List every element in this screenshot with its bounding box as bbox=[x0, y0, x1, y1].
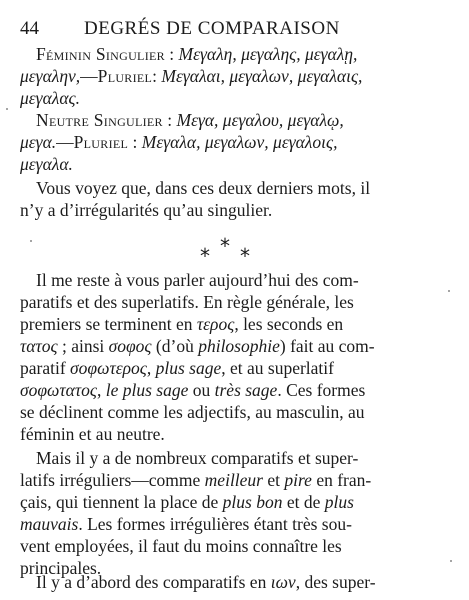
paragraph-line: principales. bbox=[20, 558, 102, 578]
scan-speck bbox=[6, 108, 8, 110]
feminine-plural-end-line bbox=[20, 88, 80, 108]
text-run: . Les formes irrégulières étant très sou- bbox=[78, 514, 352, 534]
feminine-plural-label: Pluriel bbox=[97, 66, 153, 86]
text-run: , des super- bbox=[295, 572, 376, 592]
paragraph-line bbox=[20, 314, 343, 334]
asterisk: * bbox=[200, 244, 210, 268]
text-run: ) fait au com- bbox=[279, 336, 375, 356]
paragraph-line bbox=[36, 572, 376, 592]
paragraph-irregular-forms bbox=[20, 448, 432, 580]
greek-suffix: τερος bbox=[196, 314, 235, 334]
paragraph-line bbox=[20, 336, 375, 356]
text-run: , les seconds en bbox=[234, 314, 344, 334]
dash: — bbox=[56, 132, 74, 152]
feminine-plural-forms-2: μεγαλας. bbox=[20, 88, 81, 108]
paragraph-line bbox=[20, 514, 352, 534]
text-run: ou bbox=[188, 380, 215, 400]
italic-phrase: le plus sage bbox=[105, 380, 189, 400]
paragraph-irregularities bbox=[20, 178, 432, 224]
italic-word: pire bbox=[284, 470, 312, 490]
text-run: premiers se terminent en bbox=[20, 314, 197, 334]
neuter-singular-label: Neutre Singulier bbox=[36, 110, 163, 130]
asterism-divider bbox=[200, 234, 260, 268]
text-run: , et au superlatif bbox=[221, 358, 334, 378]
paragraph-line bbox=[20, 380, 365, 400]
text-run: , bbox=[96, 380, 106, 400]
running-title: DEGRÉS DE COMPARAISON bbox=[84, 18, 340, 39]
italic-word: meilleur bbox=[204, 470, 263, 490]
neuter-plural-forms-1: Μεγαλα, μεγαλων, μεγαλοις, bbox=[141, 132, 338, 152]
text-run: çais, qui tiennent la place de bbox=[20, 492, 223, 512]
scan-speck bbox=[30, 240, 32, 242]
italic-word: philosophie bbox=[198, 336, 280, 356]
scan-speck bbox=[448, 290, 450, 292]
colon: : bbox=[152, 66, 162, 86]
feminine-singular-forms-1: Μεγαλη, μεγαλης, μεγαλῃ, bbox=[178, 44, 358, 64]
paragraph-line: Vous voyez que, dans ces deux derniers mots, il bbox=[36, 178, 371, 198]
italic-phrase: plus bon bbox=[222, 492, 283, 512]
neuter-plural-forms-2: μεγαλα. bbox=[20, 154, 73, 174]
colon: : bbox=[128, 132, 142, 152]
neuter-singular-line bbox=[36, 110, 344, 130]
neuter-forms bbox=[20, 110, 432, 180]
feminine-singular-forms-2: μεγαλην, bbox=[20, 66, 81, 86]
paragraph-line: vent employées, il faut du moins connaître les bbox=[20, 536, 342, 556]
neuter-singular-forms-2: μεγα. bbox=[20, 132, 57, 152]
paragraph-line: féminin et au neutre. bbox=[20, 424, 165, 444]
greek-word: σοφος bbox=[108, 336, 152, 356]
paragraph-line: paratifs et des superlatifs. En règle générale, les bbox=[20, 292, 354, 312]
text-run: et de bbox=[282, 492, 325, 512]
text-run: latifs irréguliers—comme bbox=[20, 470, 205, 490]
dash: — bbox=[80, 66, 98, 86]
paragraph-line: Il me reste à vous parler aujourd’hui des com- bbox=[36, 270, 359, 290]
paragraph-line bbox=[20, 358, 334, 378]
feminine-forms bbox=[20, 44, 432, 114]
feminine-plural-line bbox=[20, 66, 362, 86]
paragraph-first-comparatives bbox=[20, 572, 432, 596]
page-number: 44 bbox=[20, 18, 39, 39]
running-header bbox=[20, 18, 445, 42]
italic-phrase: très sage bbox=[214, 380, 278, 400]
neuter-singular-forms-1: Μεγα, μεγαλου, μεγαλῳ, bbox=[176, 110, 344, 130]
paragraph-line bbox=[20, 492, 354, 512]
feminine-plural-forms-1: Μεγαλαι, μεγαλων, μεγαλαις, bbox=[161, 66, 363, 86]
feminine-singular-line bbox=[36, 44, 357, 64]
text-run: paratif bbox=[20, 358, 71, 378]
feminine-singular-label: Féminin Singulier bbox=[36, 44, 165, 64]
text-run: . Ces formes bbox=[277, 380, 366, 400]
neuter-plural-line bbox=[20, 132, 337, 152]
colon: : bbox=[162, 110, 177, 130]
paragraph-comparatives bbox=[20, 270, 432, 460]
text-run: ; ainsi bbox=[57, 336, 109, 356]
text-run: en fran- bbox=[311, 470, 372, 490]
italic-phrase: plus sage bbox=[155, 358, 222, 378]
greek-word: σοφωτατος bbox=[20, 380, 97, 400]
text-run: et bbox=[263, 470, 285, 490]
text-run: (d’où bbox=[151, 336, 199, 356]
italic-word: plus bbox=[324, 492, 354, 512]
greek-suffix: τατος bbox=[20, 336, 58, 356]
text-run: Il y a d’abord des comparatifs en bbox=[36, 572, 271, 592]
greek-suffix: ιων bbox=[270, 572, 296, 592]
scan-speck bbox=[450, 560, 452, 562]
colon: : bbox=[164, 44, 179, 64]
paragraph-line: n’y a d’irrégularités qu’au singulier. bbox=[20, 200, 273, 220]
paragraph-line: Mais il y a de nombreux comparatifs et super- bbox=[36, 448, 359, 468]
neuter-plural-end-line bbox=[20, 154, 73, 174]
paragraph-line: se déclinent comme les adjectifs, au masculin, au bbox=[20, 402, 365, 422]
greek-word: σοφωτερος bbox=[70, 358, 147, 378]
text-run: , bbox=[146, 358, 156, 378]
asterisk: * bbox=[220, 234, 230, 258]
paragraph-line bbox=[20, 470, 371, 490]
italic-word: mauvais bbox=[20, 514, 79, 534]
neuter-plural-label: Pluriel bbox=[73, 132, 129, 152]
asterisk: * bbox=[240, 244, 250, 268]
